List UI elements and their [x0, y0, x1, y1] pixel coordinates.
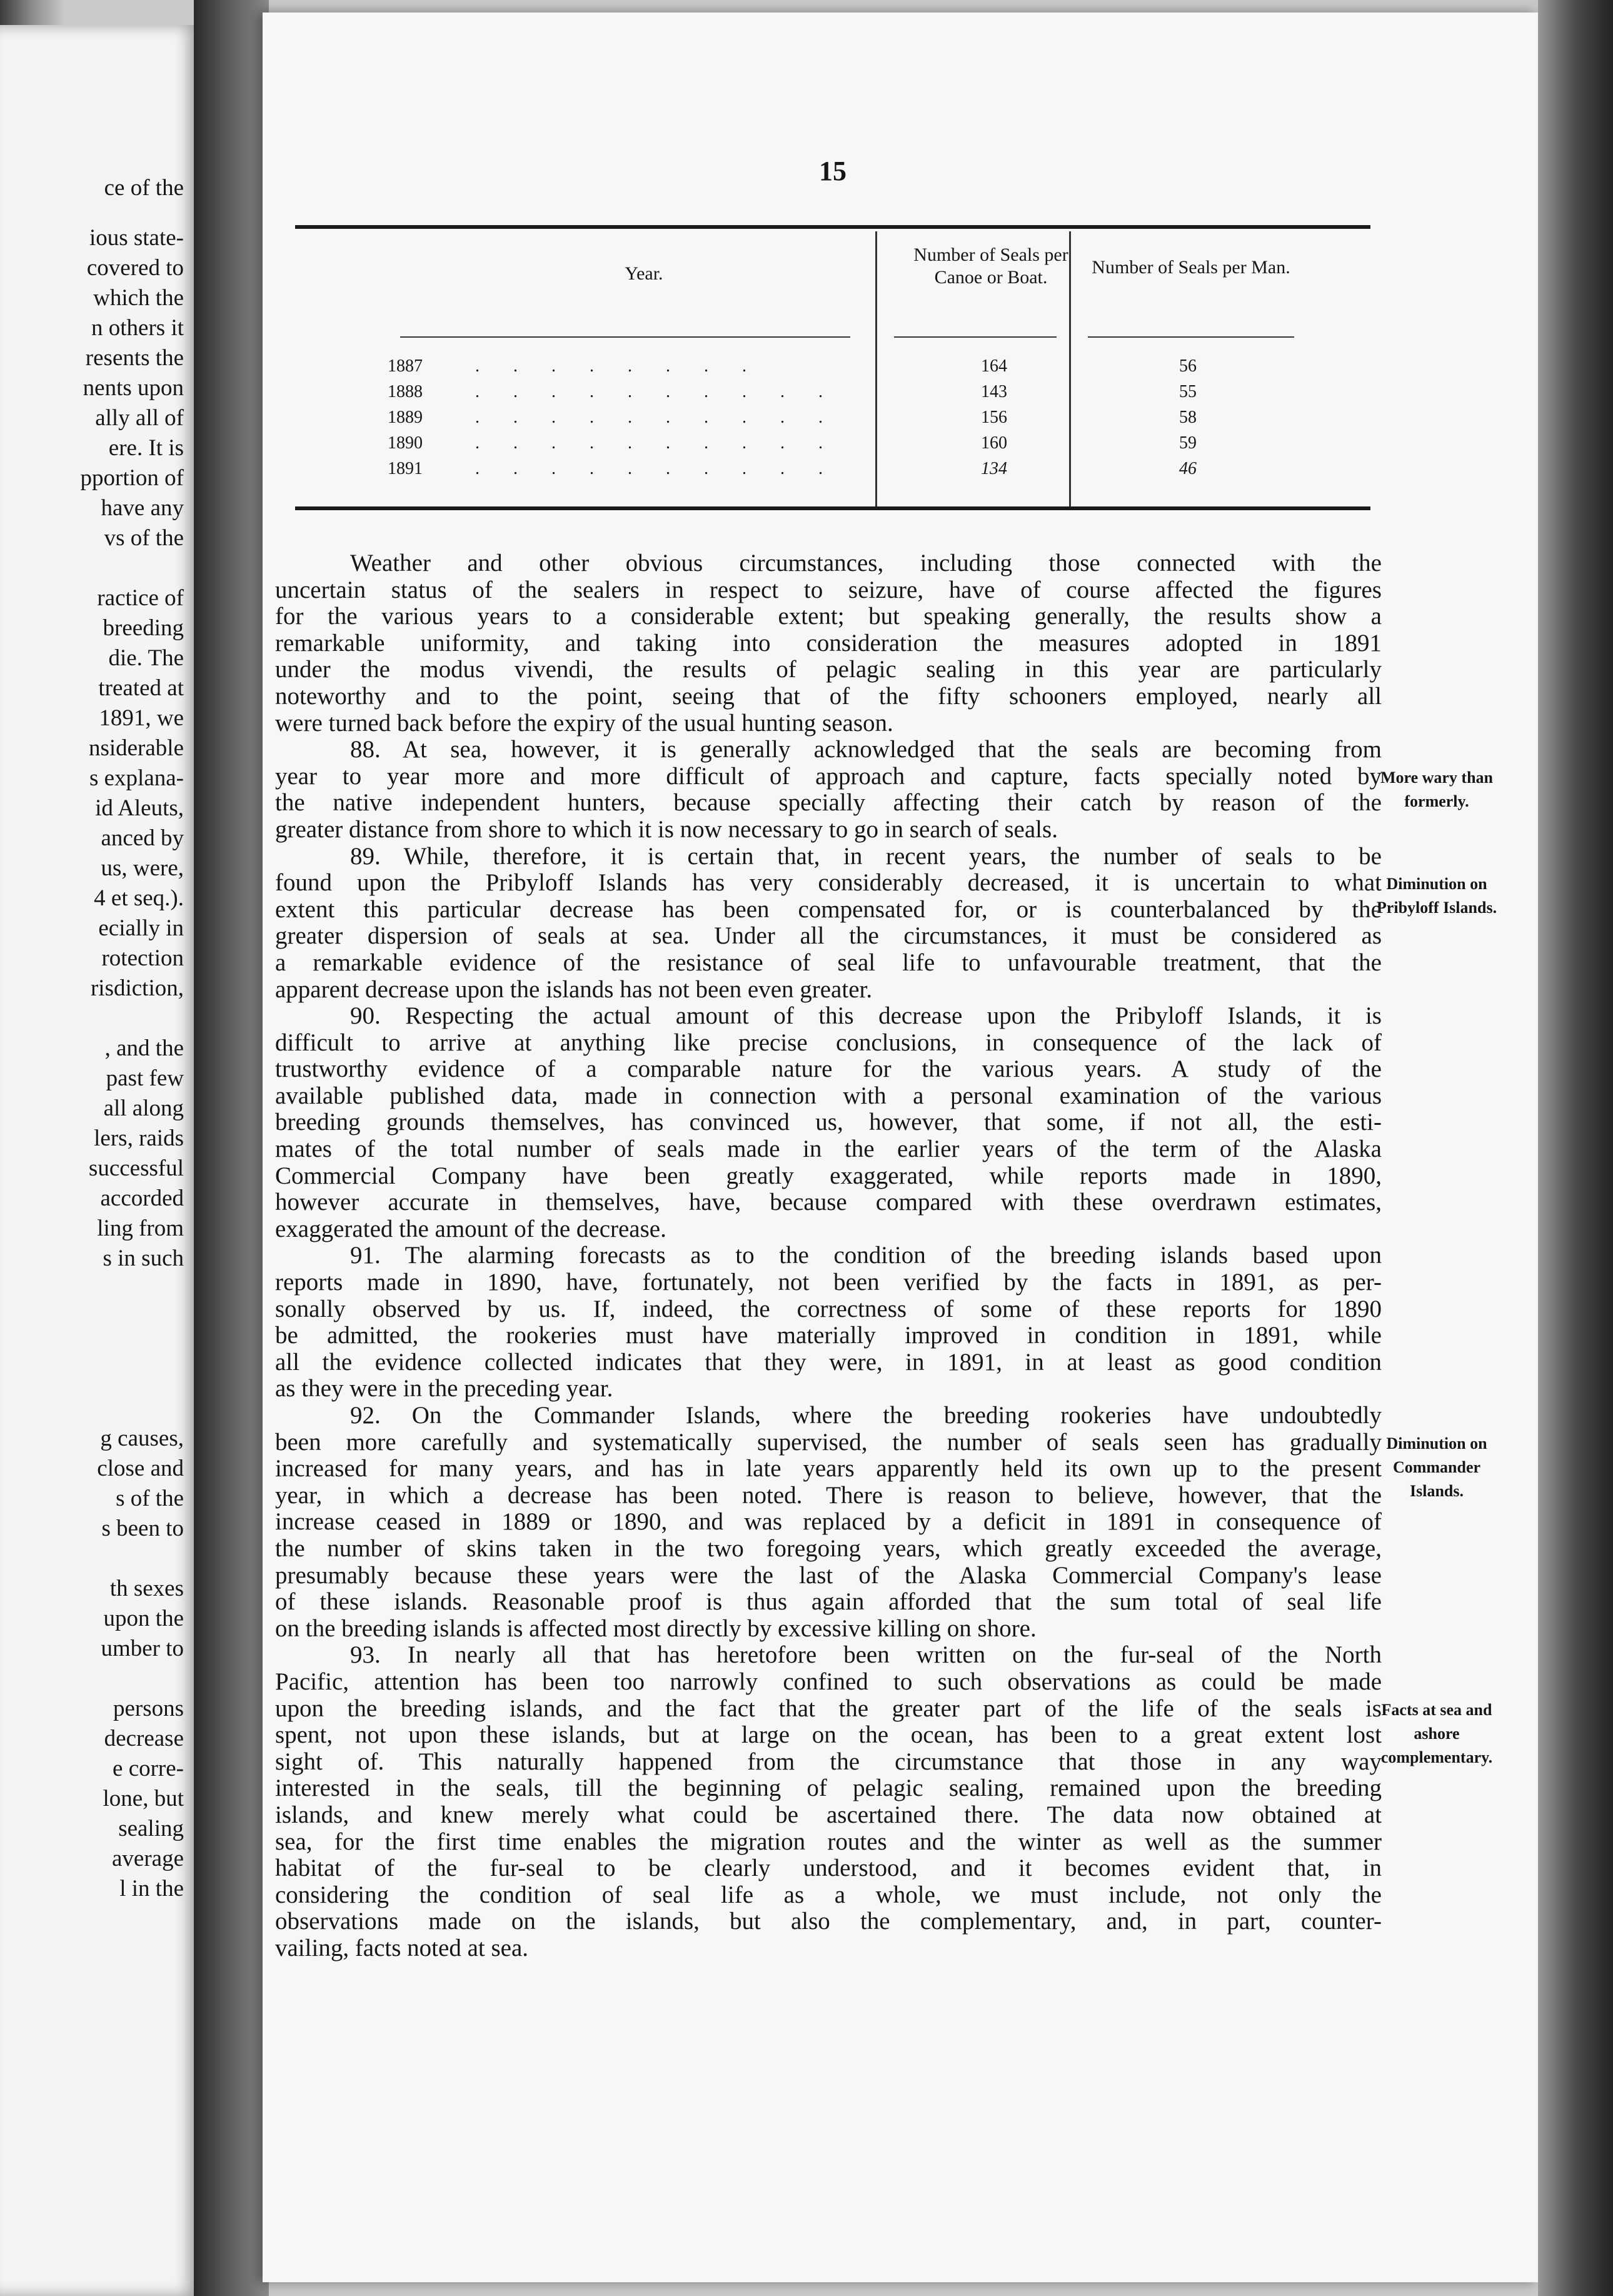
year-cell: 1889	[388, 408, 423, 427]
facing-page-line: all along	[103, 1095, 184, 1121]
body-line: presumably because these years were the last of the Alaska Commercial Company's lease	[275, 1562, 1382, 1589]
table-top-rule	[295, 225, 1370, 229]
body-line: year to year more and more difficult of approach and capture, facts specially noted by	[275, 763, 1382, 790]
per-canoe-cell: 143	[981, 382, 1007, 401]
table-row	[263, 356, 1338, 381]
body-line: reports made in 1890, have, fortunately, not been verified by the facts in 1891, as per-	[275, 1269, 1382, 1296]
table-header-year: Year.	[625, 263, 663, 284]
table-bottom-rule	[295, 506, 1370, 510]
facing-page-line: lone, but	[103, 1786, 184, 1811]
facing-page-line: ecially in	[98, 915, 184, 941]
body-line: were turned back before the expiry of the usual hunting season.	[275, 710, 893, 737]
facing-page-line: risdiction,	[90, 975, 184, 1001]
facing-page-line: have any	[101, 495, 184, 521]
table-row	[263, 382, 1338, 407]
body-line: of these islands. Reasonable proof is thus again afforded that the sum total of seal life	[275, 1589, 1382, 1616]
margin-note: Diminution on Commander Islands.	[1386, 1434, 1487, 1500]
body-line: sonally observed by us. If, indeed, the correctness of some of these reports for 1890	[275, 1296, 1382, 1322]
facing-page-line: covered to	[86, 255, 184, 281]
facing-page-line: us, were,	[101, 855, 184, 881]
year-cell: 1891	[388, 459, 423, 478]
body-line: sea, for the first time enables the migration routes and the winter as well as the summer	[275, 1828, 1382, 1855]
facing-page-line: th sexes	[109, 1576, 184, 1601]
facing-page-line: ractice of	[97, 585, 184, 611]
facing-page-line: s explana-	[89, 765, 184, 791]
per-man-cell: 56	[1179, 356, 1197, 376]
leader-dots: ..........	[475, 433, 857, 453]
facing-page-line: id Aleuts,	[95, 795, 184, 821]
header-rule	[1088, 336, 1294, 338]
body-line: Commercial Company have been greatly exaggerated, while reports made in 1890,	[275, 1162, 1382, 1189]
body-line: for the various years to a considerable extent; but speaking generally, the results show a	[275, 603, 1382, 630]
body-line: noteworthy and to the point, seeing that of the fifty schooners employed, nearly all	[275, 683, 1382, 710]
body-line: mates of the total number of seals made in the earlier years of the term of the Alaska	[275, 1136, 1382, 1163]
facing-page-line: 1891, we	[99, 705, 184, 731]
page-number: 15	[819, 156, 847, 186]
facing-page-line: n others it	[91, 315, 184, 341]
body-line: 92. On the Commander Islands, where the breeding rookeries have undoubtedly	[350, 1402, 1382, 1429]
facing-page-line: s of the	[116, 1486, 184, 1511]
year-cell: 1887	[388, 356, 423, 376]
per-man-cell: 46	[1179, 459, 1197, 478]
body-line: spent, not upon these islands, but at large on the ocean, has been to a great extent lost	[275, 1722, 1382, 1749]
per-man-cell: 58	[1179, 408, 1197, 427]
per-canoe-cell: 134	[981, 459, 1007, 478]
body-line: on the breeding islands is affected most directly by excessive killing on shore.	[275, 1615, 1037, 1642]
main-page	[263, 13, 1538, 2282]
body-line: trustworthy evidence of a comparable nature for the various years. A study of the	[275, 1056, 1382, 1083]
body-line: 88. At sea, however, it is generally acknowledged that the seals are becoming from	[350, 737, 1382, 763]
body-line: 93. In nearly all that has heretofore been written on the fur-seal of the North	[350, 1642, 1382, 1669]
year-cell: 1890	[388, 433, 423, 453]
body-line: the number of skins taken in the two foregoing years, which greatly exceeded the average,	[275, 1535, 1382, 1562]
facing-page-line: ling from	[97, 1216, 184, 1241]
body-line: apparent decrease upon the islands has not been even greater.	[275, 976, 873, 1003]
body-line: 90. Respecting the actual amount of this decrease upon the Pribyloff Islands, it is	[350, 1003, 1382, 1030]
book-gutter	[194, 0, 269, 2296]
per-canoe-cell: 156	[981, 408, 1007, 427]
body-line: however accurate in themselves, have, because compared with these overdrawn estimates,	[275, 1189, 1382, 1216]
facing-page-line: sealing	[118, 1816, 184, 1841]
table-row	[263, 433, 1338, 458]
body-line: vailing, facts noted at sea.	[275, 1935, 529, 1961]
facing-page-line: 4 et seq.).	[94, 885, 184, 911]
body-line: breeding grounds themselves, has convinced us, however, that some, if not all, the esti-	[275, 1109, 1382, 1136]
facing-page-line: ce of the	[104, 175, 184, 201]
leader-dots: ..........	[475, 382, 857, 401]
year-cell: 1888	[388, 382, 423, 401]
body-line: extent this particular decrease has been compensated for, or is counterbalanced by the	[275, 896, 1382, 923]
facing-page-line: upon the	[103, 1606, 184, 1631]
body-line: 91. The alarming forecasts as to the condition of the breeding islands based upon	[350, 1242, 1382, 1269]
leader-dots: ........	[475, 356, 780, 376]
facing-page-line: vs of the	[104, 525, 184, 551]
facing-page-line: ere. It is	[108, 435, 184, 461]
body-line: under the modus vivendi, the results of pelagic sealing in this year are particularly	[275, 657, 1382, 683]
body-line: available published data, made in connection with a personal examination of the various	[275, 1082, 1382, 1109]
body-line: been more carefully and systematically supervised, the number of seals seen has gradually	[275, 1429, 1382, 1456]
margin-note: Diminution on Pribyloff Islands.	[1376, 875, 1497, 917]
facing-page-line: pportion of	[80, 465, 184, 491]
per-man-cell: 59	[1179, 433, 1197, 453]
body-line: year, in which a decrease has been noted. There is reason to believe, however, that the	[275, 1482, 1382, 1509]
facing-page-line: breeding	[103, 615, 184, 641]
table-header-per-canoe: Number of Seals per Canoe or Boat.	[913, 244, 1068, 288]
facing-page-line: s in such	[103, 1246, 184, 1271]
body-line: islands, and knew merely what could be ascertained there. The data now obtained at	[275, 1801, 1382, 1828]
facing-page-line: past few	[106, 1065, 184, 1091]
facing-page-line: persons	[113, 1696, 184, 1721]
table-row	[263, 408, 1338, 433]
body-line: increased for many years, and has in late years apparently held its own up to the present	[275, 1456, 1382, 1483]
leader-dots: ..........	[475, 459, 857, 478]
body-line: the native independent hunters, because specially affecting their catch by reason of the	[275, 790, 1382, 817]
body-line: be admitted, the rookeries must have materially improved in condition in 1891, while	[275, 1322, 1382, 1349]
body-line: Weather and other obvious circumstances, including those connected with the	[350, 550, 1382, 577]
facing-page-line: , and the	[104, 1035, 184, 1061]
facing-page-line: ious state-	[89, 225, 184, 251]
body-line: greater dispersion of seals at sea. Under all the circumstances, it must be considered as	[275, 923, 1382, 950]
margin-note: Facts at sea and ashore complementary.	[1380, 1700, 1493, 1766]
body-line: found upon the Pribyloff Islands has very considerably decreased, it is uncertain to what	[275, 870, 1382, 897]
facing-page-line: l in the	[119, 1876, 184, 1901]
facing-page-line: g causes,	[100, 1426, 184, 1451]
facing-page-line: successful	[88, 1156, 184, 1181]
table-header-per-man: Number of Seals per Man.	[1092, 257, 1290, 278]
body-line: all the evidence collected indicates that they were, in 1891, in at least as good condition	[275, 1349, 1382, 1376]
header-rule	[894, 336, 1057, 338]
facing-page-line: treated at	[98, 675, 184, 701]
facing-page-line: nents upon	[83, 375, 184, 401]
page-edge	[1538, 0, 1613, 2296]
per-man-cell: 55	[1179, 382, 1197, 401]
facing-page	[0, 25, 200, 2296]
body-line: as they were in the preceding year.	[275, 1376, 613, 1402]
facing-page-line: lers, raids	[94, 1125, 184, 1151]
facing-page-line: s been to	[101, 1516, 184, 1541]
body-line: uncertain status of the sealers in respect to seizure, have of course affected the figures	[275, 577, 1382, 603]
facing-page-line: die. The	[108, 645, 184, 671]
facing-page-line: decrease	[104, 1726, 184, 1751]
body-line: remarkable uniformity, and taking into consideration the measures adopted in 1891	[275, 630, 1382, 657]
facing-page-line: umber to	[101, 1636, 184, 1661]
body-line: observations made on the islands, but also the complementary, and, in part, counter-	[275, 1908, 1382, 1935]
body-line: exaggerated the amount of the decrease.	[275, 1216, 666, 1242]
per-canoe-cell: 160	[981, 433, 1007, 453]
facing-page-line: resents the	[85, 345, 184, 371]
body-line: a remarkable evidence of the resistance of seal life to unfavourable treatment, that the	[275, 949, 1382, 976]
facing-page-line: rotection	[101, 945, 184, 971]
facing-page-line: nsiderable	[88, 735, 184, 761]
body-line: greater distance from shore to which it is now necessary to go in search of seals.	[275, 816, 1058, 843]
margin-note: More wary than formerly.	[1380, 768, 1494, 810]
facing-page-line: ally all of	[95, 405, 184, 431]
body-text	[275, 550, 1382, 1961]
body-line: 89. While, therefore, it is certain that, in recent years, the number of seals to be	[350, 843, 1382, 870]
body-line: upon the breeding islands, and the fact that the greater part of the life of the seals is	[275, 1695, 1382, 1722]
body-line: difficult to arrive at anything like precise conclusions, in consequence of the lack of	[275, 1029, 1382, 1056]
body-line: habitat of the fur-seal to be clearly understood, and it becomes evident that, in	[275, 1855, 1382, 1882]
facing-page-line: anced by	[101, 825, 184, 851]
body-line: sight of. This naturally happened from the circumstance that those in any way	[275, 1748, 1382, 1775]
facing-page-line: close and	[97, 1456, 184, 1481]
per-canoe-cell: 164	[981, 356, 1007, 376]
facing-page-line: accorded	[100, 1186, 184, 1211]
body-line: increase ceased in 1889 or 1890, and was replaced by a deficit in 1891 in consequence of	[275, 1509, 1382, 1536]
header-rule	[400, 336, 850, 338]
facing-page-line: which the	[93, 285, 184, 311]
leader-dots: ..........	[475, 408, 857, 427]
facing-page-line: average	[111, 1846, 184, 1871]
body-line: Pacific, attention has been too narrowly confined to such observations as could be made	[275, 1668, 1382, 1695]
table-row	[263, 459, 1338, 484]
body-line: considering the condition of seal life as a whole, we must include, not only the	[275, 1881, 1382, 1908]
body-line: interested in the seals, till the beginning of pelagic sealing, remained upon the breeding	[275, 1775, 1382, 1802]
facing-page-line: e corre-	[113, 1756, 184, 1781]
